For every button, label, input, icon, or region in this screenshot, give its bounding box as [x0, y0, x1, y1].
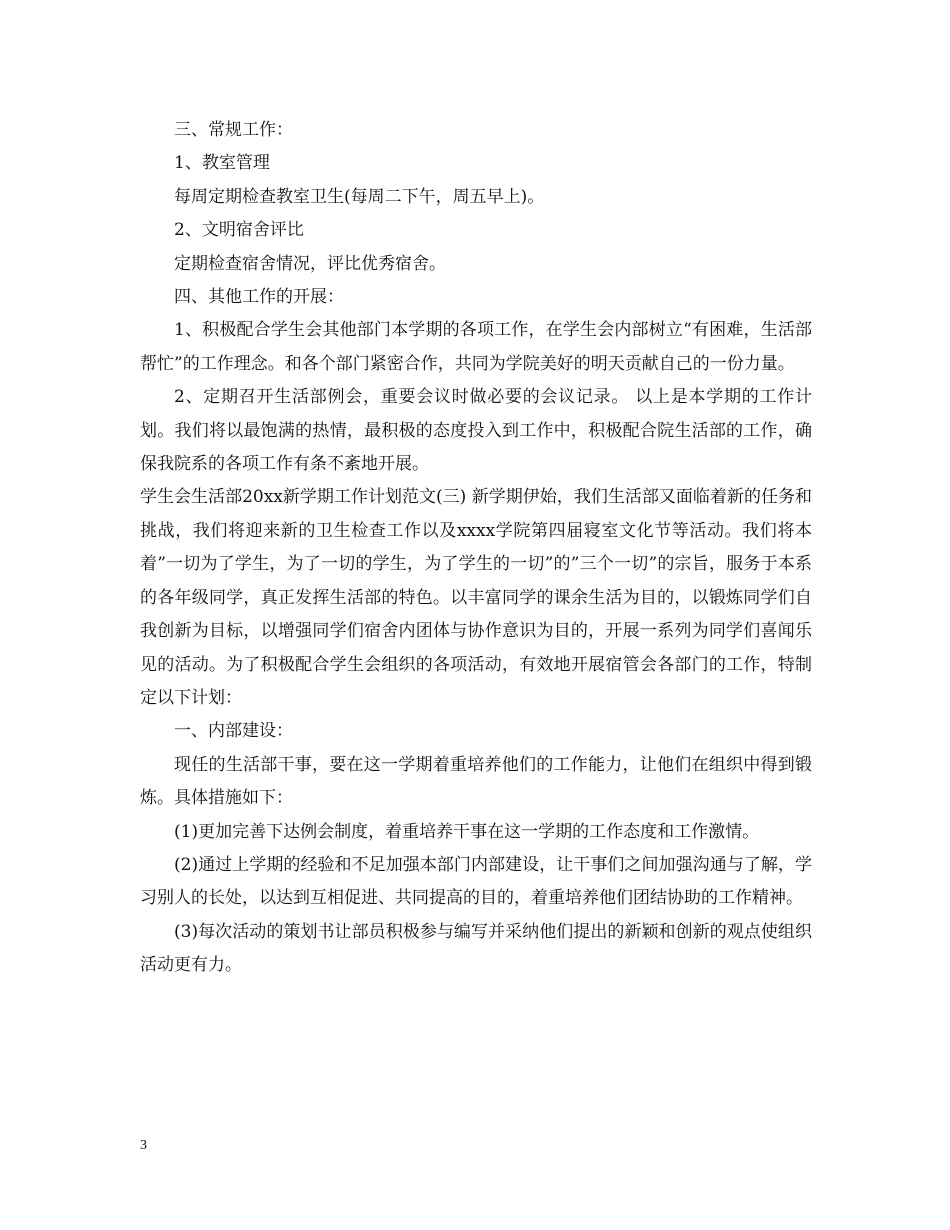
list-item: (1)更加完善下达例会制度，着重培养干事在这一学期的工作态度和工作激情。	[174, 821, 760, 842]
paragraph: 2、定期召开生活部例会，重要会议时做必要的会议记录。 以上是本学期的工作计划。我们将以最饱满的热情，最积极的态度投入到工作中，积极配合院生活部的工作，确保我院系的各项工作有条不紊地开展。	[140, 387, 812, 475]
paragraph: 1、积极配合学生会其他部门本学期的各项工作，在学生会内部树立“有困难，生活部帮忙”的工作理念。和各个部门紧密合作，共同为学院美好的明天贡献自己的一份力量。	[140, 320, 812, 374]
paragraph: 每周定期检查教室卫生(每周二下午，周五早上)。	[174, 186, 545, 207]
list-item: (3)每次活动的策划书让部员积极参与编写并采纳他们提出的新颖和创新的观点使组织活动更有力。	[140, 921, 812, 976]
page-number: 3	[140, 1138, 147, 1153]
subheading-dorm-evaluation: 2、文明宿舍评比	[174, 220, 304, 241]
paragraph: 现任的生活部干事，要在这一学期着重培养他们的工作能力，让他们在组织中得到锻炼。具体措施如下：	[140, 754, 812, 809]
document-body	[140, 114, 812, 983]
paragraph: 定期检查宿舍情况，评比优秀宿舍。	[174, 253, 446, 274]
list-item: (2)通过上学期的经验和不足加强本部门内部建设，让干事们之间加强沟通与了解，学习别人的长处，以达到互相促进、共同提高的目的，着重培养他们团结协助的工作精神。	[140, 854, 812, 909]
paragraph-plan-intro: 学生会生活部20xx新学期工作计划范文(三) 新学期伊始，我们生活部又面临着新的任务和挑战，我们将迎来新的卫生检查工作以及xxxx学院第四届寝室文化节等活动。我们将本着”一切为了学生，为了一切的学生，为了学生的一切”的”三个一切”的宗旨，服务于本系的各年级同学，真正发挥生活部的特色。以丰富同学的课余生活为目的，以锻炼同学们自我创新为目标，以增强同学们宿舍内团体与协作意识为目的，开展一系列为同学们喜闻乐见的活动。为了积极配合学生会组织的各项活动，有效地开展宿管会各部门的工作，特制定以下计划：	[140, 487, 812, 708]
section-heading-internal-building: 一、内部建设：	[174, 721, 293, 742]
subheading-classroom-management: 1、教室管理	[174, 153, 270, 174]
section-heading-routine-work: 三、常规工作：	[174, 120, 293, 140]
section-heading-other-work: 四、其他工作的开展：	[174, 287, 344, 308]
